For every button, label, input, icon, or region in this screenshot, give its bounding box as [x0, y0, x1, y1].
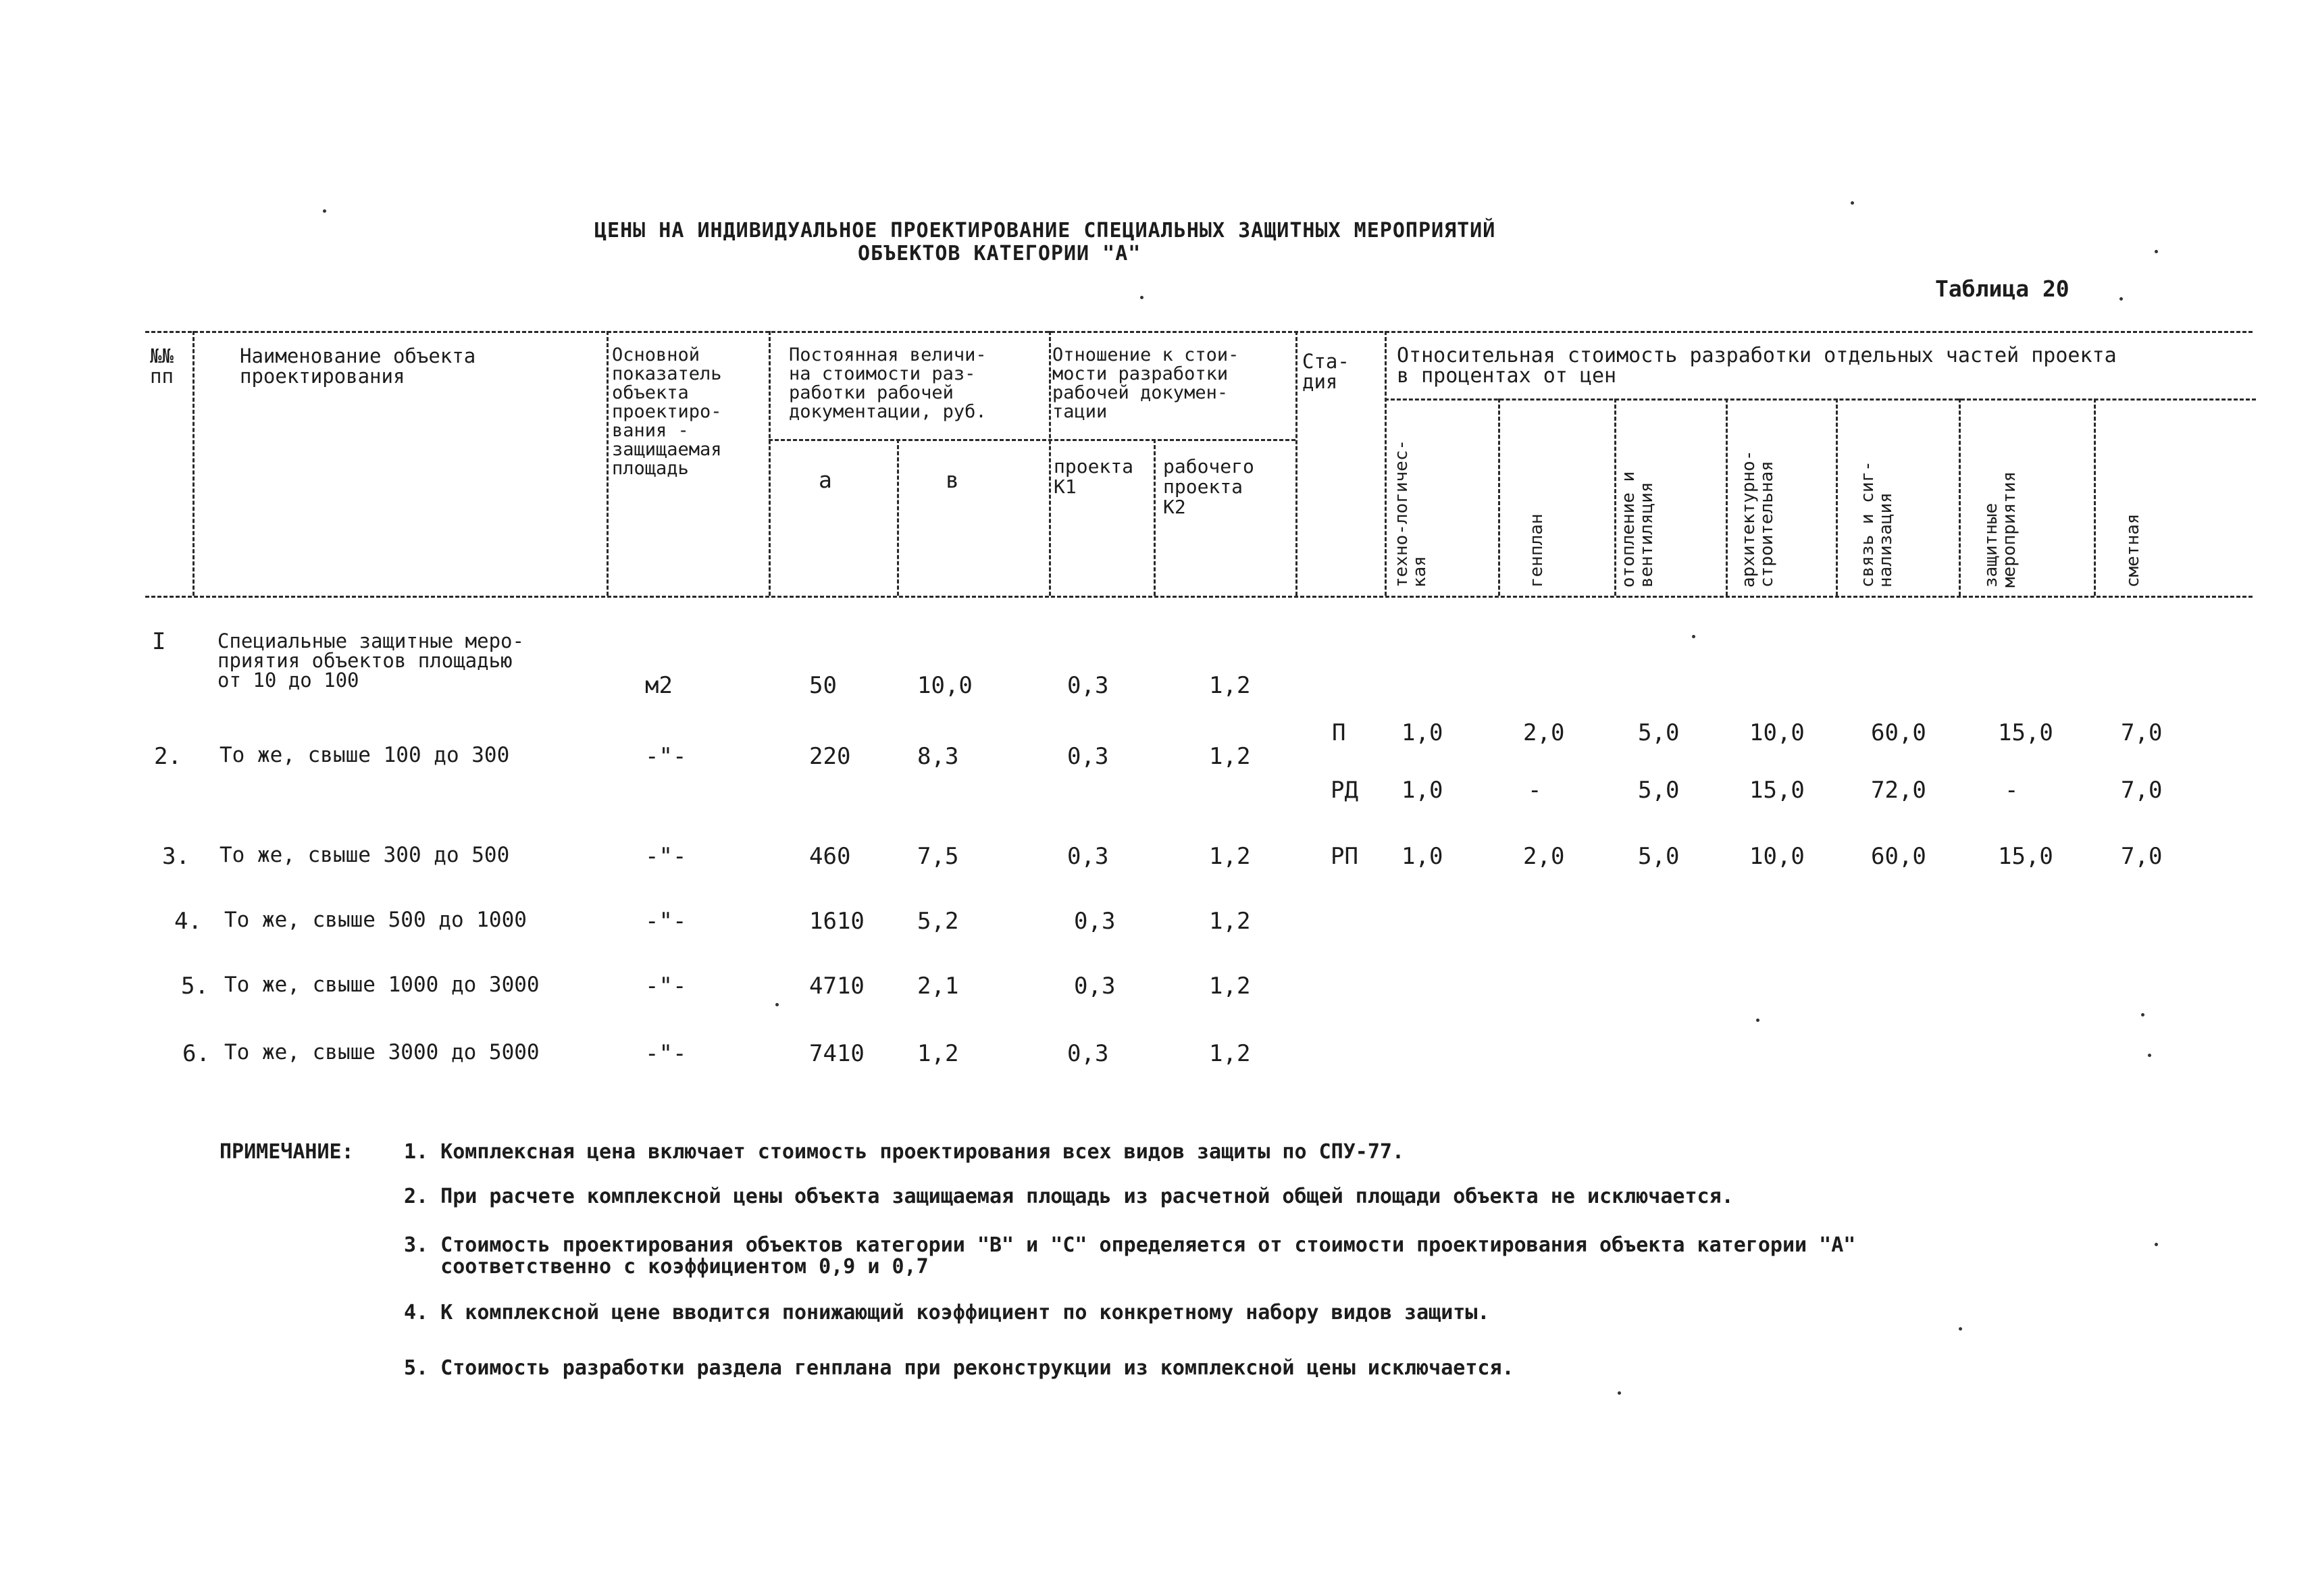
stage-rd-protection: - — [2005, 777, 2019, 804]
col-divider — [1385, 331, 1387, 596]
row-4-unit: -"- — [645, 908, 687, 935]
col-divider — [769, 331, 771, 596]
row-6-unit: -"- — [645, 1040, 687, 1067]
row-5-k2: 1,2 — [1209, 973, 1251, 1000]
title-line-1: ЦЕНЫ НА ИНДИВИДУАЛЬНОЕ ПРОЕКТИРОВАНИЕ СПЕЦИАЛЬНЫХ ЗАЩИТНЫХ МЕРОПРИЯТИЙ — [594, 219, 1496, 242]
row-2-k1: 0,3 — [1067, 743, 1109, 770]
scan-speck — [2155, 250, 2158, 253]
stage-rd-genplan: - — [1528, 777, 1542, 804]
row-3-b: 7,5 — [917, 843, 959, 870]
stage-rp-heating: 5,0 — [1638, 843, 1680, 870]
col-divider — [1154, 439, 1156, 596]
note-1: 1. Комплексная цена включает стоимость проектирования всех видов защиты по СПУ-77. — [404, 1140, 1405, 1164]
note-5: 5. Стоимость разработки раздела генплана при реконструкции из комплексной цены исключается. — [404, 1356, 1514, 1380]
row-2-num: 2. — [154, 743, 182, 770]
header-a: а — [819, 467, 832, 493]
header-sub-rule-2 — [1385, 398, 2256, 401]
header-b: в — [946, 467, 959, 493]
stage-p-heating: 5,0 — [1638, 719, 1680, 746]
scan-speck — [1959, 1327, 1962, 1331]
stage-p-architecture: 10,0 — [1749, 719, 1805, 746]
col-divider — [897, 439, 899, 596]
row-3-k1: 0,3 — [1067, 843, 1109, 870]
header-bottom-rule — [145, 596, 2253, 598]
note-3: 3. Стоимость проектирования объектов категории "В" и "С" определяется от стоимости проектирования объекта категории "А" соответственно с коэффициентом 0,9 и 0,7 — [404, 1233, 1856, 1279]
row-3-name: То же, свыше 300 до 500 — [220, 843, 510, 867]
scan-speck — [2155, 1243, 2158, 1246]
stage-p-label: П — [1332, 719, 1346, 746]
col-divider — [1049, 331, 1051, 596]
row-5-name: То же, свыше 1000 до 3000 — [224, 973, 540, 997]
row-1-name: Специальные защитные меро- приятия объектов площадью от 10 до 100 — [217, 629, 524, 692]
stage-rd-tech: 1,0 — [1402, 777, 1443, 804]
col-divider — [1836, 398, 1838, 596]
header-indicator: Основной показатель объекта проектиро- вания - защищаемая площадь — [612, 344, 722, 479]
row-6-name: То же, свыше 3000 до 5000 — [224, 1040, 540, 1064]
stage-p-tech: 1,0 — [1402, 719, 1443, 746]
header-k2: рабочего проекта К2 — [1163, 455, 1254, 518]
stage-rd-label: РД — [1331, 777, 1358, 804]
col-divider — [2094, 398, 2096, 596]
row-2-k2: 1,2 — [1209, 743, 1251, 770]
row-5-num: 5. — [181, 973, 209, 1000]
col-divider — [1726, 398, 1728, 596]
row-2-unit: -"- — [645, 743, 687, 770]
header-part-genplan: генплан — [1526, 513, 1547, 588]
stage-rp-protection: 15,0 — [1998, 843, 2053, 870]
table-label: Таблица 20 — [1935, 276, 2069, 302]
row-5-a: 4710 — [809, 973, 865, 1000]
header-part-estimate: сметная — [2123, 513, 2143, 588]
stage-rd-heating: 5,0 — [1638, 777, 1680, 804]
row-3-num: 3. — [162, 843, 190, 870]
note-4: 4. К комплексной цене вводится понижающий коэффициент по конкретному набору видов защиты. — [404, 1301, 1490, 1324]
stage-rd-signal: 72,0 — [1871, 777, 1926, 804]
col-divider — [192, 331, 195, 596]
stage-p-estimate: 7,0 — [2121, 719, 2163, 746]
stage-rd-estimate: 7,0 — [2121, 777, 2163, 804]
row-1-unit: м2 — [645, 672, 673, 699]
row-6-b: 1,2 — [917, 1040, 959, 1067]
row-6-a: 7410 — [809, 1040, 865, 1067]
table-top-rule — [145, 331, 2253, 333]
header-part-heating: отопление и вентиляция — [1618, 471, 1657, 588]
scan-speck — [1756, 1019, 1759, 1022]
header-stage: Ста- дия — [1302, 350, 1349, 393]
header-object-name: Наименование объекта проектирования — [240, 344, 476, 388]
row-3-k2: 1,2 — [1209, 843, 1251, 870]
row-2-name: То же, свыше 100 до 300 — [220, 743, 510, 767]
stage-rp-signal: 60,0 — [1871, 843, 1926, 870]
title-line-2: ОБЪЕКТОВ КАТЕГОРИИ "А" — [858, 242, 1141, 265]
stage-p-protection: 15,0 — [1998, 719, 2053, 746]
col-divider — [607, 331, 609, 596]
notes-label: ПРИМЕЧАНИЕ: — [220, 1140, 354, 1164]
scan-speck — [2141, 1013, 2144, 1016]
header-k1: проекта К1 — [1054, 455, 1134, 498]
row-1-num: I — [152, 628, 166, 655]
header-part-architecture: архитектурно- строительная — [1739, 450, 1777, 588]
header-relative-cost-group: Относительная стоимость разработки отдельных частей проекта в процентах от цен — [1397, 344, 2117, 388]
scan-speck — [1618, 1391, 1621, 1395]
header-part-signal: связь и сиг- нализация — [1857, 461, 1896, 588]
row-1-b: 10,0 — [917, 672, 973, 699]
row-5-b: 2,1 — [917, 973, 959, 1000]
row-4-k1: 0,3 — [1074, 908, 1116, 935]
header-part-tech: техно-логичес- кая — [1391, 439, 1430, 588]
stage-rp-architecture: 10,0 — [1749, 843, 1805, 870]
row-2-b: 8,3 — [917, 743, 959, 770]
row-4-num: 4. — [174, 908, 202, 935]
header-part-protection: защитные мероприятия — [1981, 471, 2020, 588]
row-3-unit: -"- — [645, 843, 687, 870]
scan-speck — [2148, 1054, 2151, 1057]
row-1-k2: 1,2 — [1209, 672, 1251, 699]
stage-rp-genplan: 2,0 — [1523, 843, 1565, 870]
header-sub-rule-1 — [769, 439, 1295, 441]
stage-p-signal: 60,0 — [1871, 719, 1926, 746]
stage-rp-label: РП — [1331, 843, 1358, 870]
scan-speck — [1851, 201, 1854, 205]
row-3-a: 460 — [809, 843, 851, 870]
row-4-name: То же, свыше 500 до 1000 — [224, 908, 527, 932]
scan-speck — [2119, 297, 2123, 301]
col-divider — [1295, 331, 1297, 596]
row-1-k1: 0,3 — [1067, 672, 1109, 699]
row-6-num: 6. — [182, 1040, 210, 1067]
scan-speck — [775, 1003, 779, 1006]
header-num: №№ пп — [150, 344, 174, 388]
col-divider — [1614, 398, 1616, 596]
row-4-b: 5,2 — [917, 908, 959, 935]
stage-rd-architecture: 15,0 — [1749, 777, 1805, 804]
col-divider — [1498, 398, 1500, 596]
header-ratio-group: Отношение к стои- мости разработки рабочей докумен- тации — [1052, 344, 1239, 422]
col-divider — [1959, 398, 1961, 596]
scan-speck — [1692, 635, 1695, 638]
row-5-k1: 0,3 — [1074, 973, 1116, 1000]
row-6-k2: 1,2 — [1209, 1040, 1251, 1067]
row-5-unit: -"- — [645, 973, 687, 1000]
row-1-a: 50 — [809, 672, 837, 699]
row-6-k1: 0,3 — [1067, 1040, 1109, 1067]
scan-speck — [323, 209, 326, 213]
row-4-a: 1610 — [809, 908, 865, 935]
row-4-k2: 1,2 — [1209, 908, 1251, 935]
stage-rp-tech: 1,0 — [1402, 843, 1443, 870]
scan-speck — [1140, 296, 1143, 299]
header-const-group: Постоянная величи- на стоимости раз- работки рабочей документации, руб. — [789, 344, 987, 422]
note-2: 2. При расчете комплексной цены объекта защищаемая площадь из расчетной общей площади объекта не исключается. — [404, 1185, 1734, 1208]
stage-rp-estimate: 7,0 — [2121, 843, 2163, 870]
row-2-a: 220 — [809, 743, 851, 770]
stage-p-genplan: 2,0 — [1523, 719, 1565, 746]
